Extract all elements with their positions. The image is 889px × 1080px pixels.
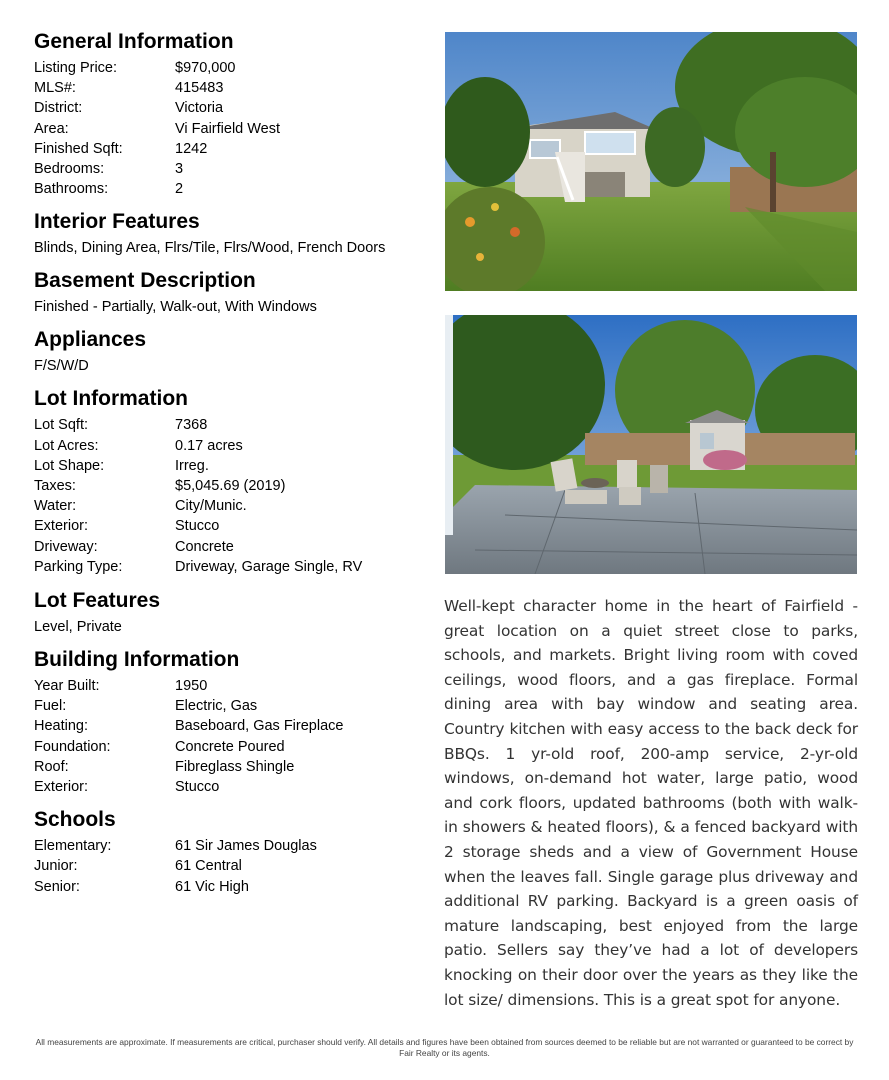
detail-row [34, 119, 434, 139]
detail-label: Foundation: [34, 738, 111, 755]
lot-features-text: Level, Private [34, 619, 122, 636]
detail-label: Heating: [34, 718, 89, 735]
detail-value: Concrete Poured [175, 738, 285, 755]
detail-row [34, 557, 434, 577]
section-title: Lot Information [34, 387, 188, 411]
detail-row [34, 696, 434, 716]
detail-label: Finished Sqft: [34, 140, 123, 157]
section-title: Interior Features [34, 210, 200, 234]
detail-value: 7368 [175, 417, 208, 434]
detail-row [34, 676, 434, 696]
detail-row [34, 716, 434, 736]
detail-value: $5,045.69 (2019) [175, 478, 286, 495]
appliances-section [34, 328, 434, 376]
lot-features-section [34, 589, 434, 637]
section-title: Lot Features [34, 589, 161, 613]
detail-label: Lot Sqft: [34, 417, 89, 434]
detail-value: Vi Fairfield West [175, 120, 281, 137]
detail-value: Baseboard, Gas Fireplace [175, 718, 344, 735]
detail-label: Year Built: [34, 678, 100, 695]
property-description: Well-kept character home in the heart of Fairfield - great location on a quiet street close to parks, schools, and markets. Bright living room with coved ceilings, wood floors, and a gas fireplace. Formal dining area with bay window and seating area. Country kitchen with easy access to the back deck for BBQs. 1 yr-old roof, 200-amp service, 2-yr-old windows, on-demand hot water, large patio, wood and cork floors, updated bathrooms (both with walk-in showers & heated floors), & a fenced backyard with 2 storage sheds and a view of Government House when the leaves fall. Single garage plus driveway and additional RV parking. Backyard is a green oasis of mature landscaping, best enjoyed from the large patio. Sellers say they’ve had a lot of developers knocking on their door over the years as they like the lot size/ dimensions. This is a great spot for anyone. [444, 597, 858, 1009]
property-details [34, 30, 434, 897]
detail-label: Taxes: [34, 478, 76, 495]
section-title: General Information [34, 30, 234, 53]
detail-row [34, 58, 434, 78]
general-information-section [34, 30, 434, 199]
detail-value: 61 Vic High [175, 878, 249, 895]
detail-row [34, 179, 434, 199]
detail-label: Lot Shape: [34, 457, 105, 474]
detail-label: Junior: [34, 858, 78, 875]
detail-label: Listing Price: [34, 60, 118, 76]
detail-label: Senior: [34, 878, 80, 895]
detail-row [34, 436, 434, 456]
lot-information-section [34, 387, 434, 577]
detail-value: Electric, Gas [175, 698, 258, 715]
detail-row [34, 836, 434, 856]
detail-value: 3 [175, 161, 184, 178]
detail-value: Fibreglass Shingle [175, 758, 295, 775]
detail-row [34, 159, 434, 179]
detail-value: Stucco [175, 779, 220, 796]
detail-row [34, 877, 434, 897]
detail-value: 0.17 acres [175, 437, 243, 454]
detail-value: $970,000 [175, 60, 236, 76]
building-information-section [34, 648, 434, 797]
detail-value: 61 Central [175, 858, 242, 875]
detail-row [34, 456, 434, 476]
section-title: Building Information [34, 648, 240, 672]
interior-features-section [34, 210, 434, 258]
detail-row [34, 139, 434, 159]
basement-description-section [34, 269, 434, 317]
detail-row [34, 476, 434, 496]
detail-label: Water: [34, 498, 77, 515]
detail-label: Driveway: [34, 538, 98, 555]
detail-label: Area: [34, 120, 69, 137]
detail-value: Concrete [175, 538, 234, 555]
detail-row [34, 496, 434, 516]
detail-row [34, 856, 434, 876]
section-title: Appliances [34, 328, 147, 352]
detail-label: Bathrooms: [34, 181, 109, 198]
detail-row [34, 737, 434, 757]
detail-label: Fuel: [34, 698, 67, 715]
detail-value: 2 [175, 181, 184, 198]
detail-label: Bedrooms: [34, 161, 105, 178]
detail-row [34, 537, 434, 557]
basement-description-text: Finished - Partially, Walk-out, With Windows [34, 299, 317, 316]
detail-value: Victoria [175, 100, 224, 117]
detail-label: Exterior: [34, 779, 88, 796]
detail-label: Elementary: [34, 838, 112, 855]
interior-features-text: Blinds, Dining Area, Flrs/Tile, Flrs/Wood, French Doors [34, 240, 386, 257]
appliances-text: F/S/W/D [34, 358, 89, 375]
detail-value: 1950 [175, 678, 208, 695]
detail-row [34, 415, 434, 435]
detail-label: MLS#: [34, 80, 76, 97]
detail-row [34, 777, 434, 797]
detail-value: Stucco [175, 518, 220, 535]
detail-row [34, 757, 434, 777]
patio-photo [445, 315, 857, 574]
detail-value: 61 Sir James Douglas [175, 838, 317, 855]
detail-value: Driveway, Garage Single, RV [175, 558, 363, 575]
detail-value: 415483 [175, 80, 224, 97]
detail-row [34, 98, 434, 118]
detail-label: District: [34, 100, 83, 117]
detail-label: Lot Acres: [34, 437, 99, 454]
detail-label: Parking Type: [34, 558, 123, 575]
section-title: Basement Description [34, 269, 256, 293]
detail-row [34, 78, 434, 98]
detail-value: 1242 [175, 140, 208, 157]
backyard-house-photo [445, 32, 857, 291]
detail-value: City/Munic. [175, 498, 247, 515]
detail-label: Roof: [34, 758, 69, 775]
schools-section [34, 808, 434, 897]
detail-label: Exterior: [34, 518, 88, 535]
detail-row [34, 516, 434, 536]
disclaimer-footer: All measurements are approximate. If measurements are critical, purchaser should verify. All details and figures have been obtained from sources deemed to be reliable but are not warranted or guaranteed to be correct by Fair Realty or its agents. [35, 1037, 854, 1058]
section-title: Schools [34, 808, 116, 832]
detail-value: Irreg. [175, 457, 209, 474]
